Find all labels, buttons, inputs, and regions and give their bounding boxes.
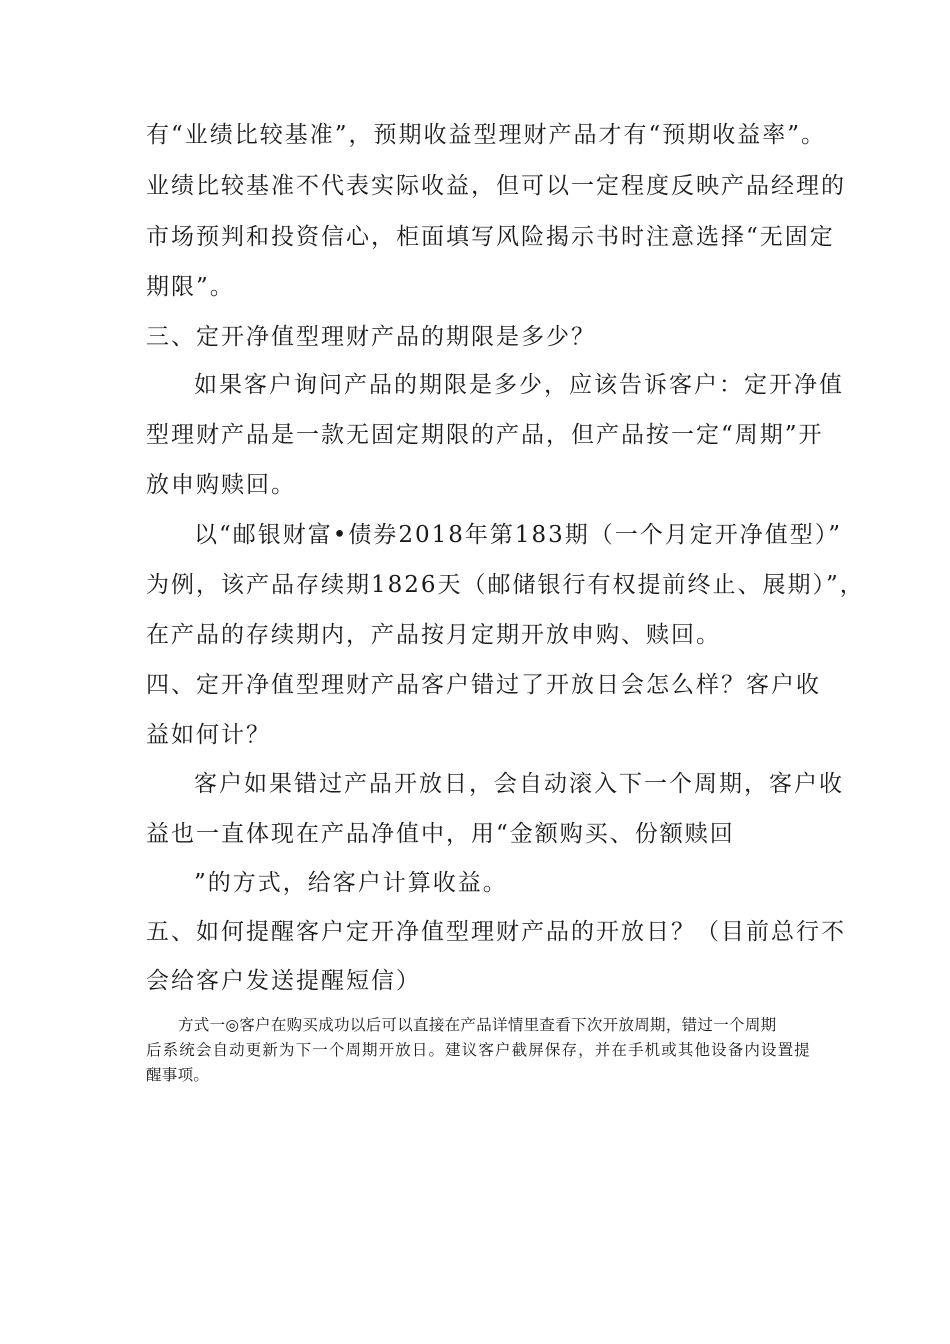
- section-heading-5: 五、如何提醒客户定开净值型理财产品的开放日？（目前总行不: [146, 919, 846, 945]
- body-text-line: 在产品的存续期内，产品按月定期开放申购、赎回。: [146, 622, 721, 648]
- body-text-line: 期限”。: [146, 274, 235, 300]
- body-text-line: 市场预判和投资信心，柜面填写风险揭示书时注意选择“无固定: [146, 224, 835, 250]
- small-text-line: 后系统会自动更新为下一个周期开放日。建议客户截屏保存，并在手机或其他设备内设置提: [146, 1041, 810, 1059]
- section-heading-3: 三、定开净值型理财产品的期限是多少？: [146, 324, 596, 350]
- body-text-line: 放申购赎回。: [146, 472, 296, 498]
- body-text-line: ”的方式，给客户计算收益。: [194, 870, 508, 896]
- body-text-line: 业绩比较基准不代表实际收益，但可以一定程度反映产品经理的: [146, 173, 846, 199]
- body-text-line: 益也一直体现在产品净值中，用“金额购买、份额赎回: [146, 821, 735, 847]
- body-text-line: 客户如果错过产品开放日，会自动滚入下一个周期，客户收: [194, 771, 844, 797]
- small-text-line: 醒事项。: [146, 1066, 210, 1084]
- body-text-line: 为例，该产品存续期1826天（邮储银行有权提前终止、展期）”，: [146, 572, 865, 598]
- section-heading-4: 四、定开净值型理财产品客户错过了开放日会怎么样？客户收: [146, 672, 821, 698]
- body-text-line: 如果客户询问产品的期限是多少，应该告诉客户：定开净值: [194, 372, 844, 398]
- section-heading-4-cont: 益如何计？: [146, 722, 271, 748]
- small-text-line: 方式一◎客户在购买成功以后可以直接在产品详情里查看下次开放周期，错过一个周期: [178, 1016, 777, 1034]
- body-text-line: 以“邮银财富•债券2018年第183期（一个月定开净值型）”: [194, 522, 843, 548]
- body-text-line: 型理财产品是一款无固定期限的产品，但产品按一定“周期”开: [146, 422, 824, 448]
- body-text-line: 有“业绩比较基准”，预期收益型理财产品才有“预期收益率”。: [146, 122, 827, 148]
- section-heading-5-cont: 会给客户发送提醒短信）: [146, 968, 421, 994]
